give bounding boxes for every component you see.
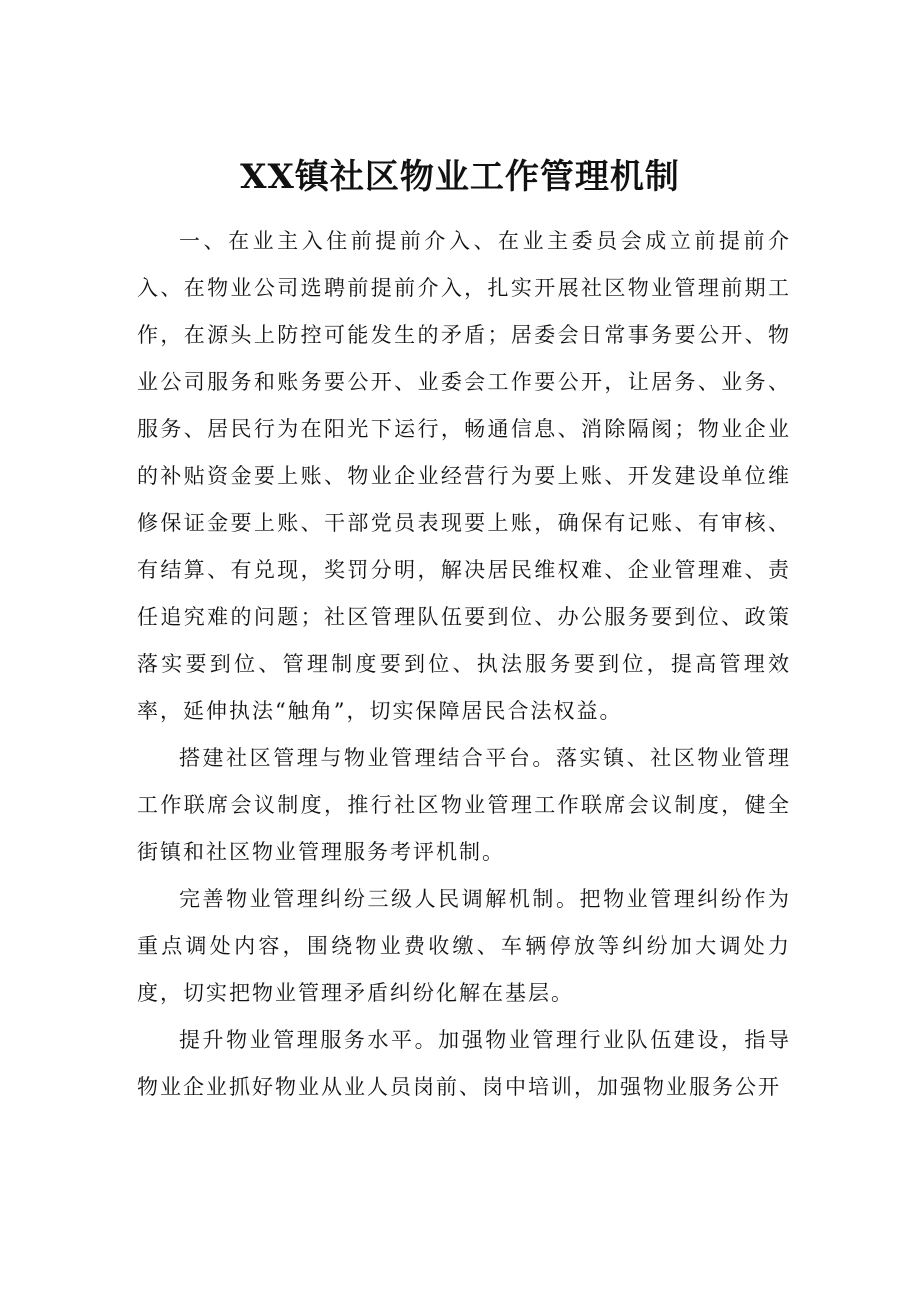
- paragraph-4: 提升物业管理服务水平。加强物业管理行业队伍建设，指导物业企业抓好物业从业人员岗前、岗中培训，加强物业服务公开: [137, 1028, 791, 1099]
- paragraph-1: 一、在业主入住前提前介入、在业主委员会成立前提前介入、在物业公司选聘前提前介入，扎实开展社区物业管理前期工作，在源头上防控可能发生的矛盾；居委会日常事务要公开、物业公司服务和账务要公开、业委会工作要公开，让居务、业务、服务、居民行为在阳光下运行，畅通信息、消除隔阂；物业企业的补贴资金要上账、物业企业经营行为要上账、开发建设单位维修保证金要上账、干部党员表现要上账，确保有记账、有审核、有结算、有兑现，奖罚分明，解决居民维权难、企业管理难、责任追究难的问题；社区管理队伍要到位、办公服务要到位、政策落实要到位、管理制度要到位、执法服务要到位，提高管理效率，延伸执法“触角”，切实保障居民合法权益。: [137, 229, 791, 723]
- paragraph-3: 完善物业管理纠纷三级人民调解机制。把物业管理纠纷作为重点调处内容，围绕物业费收缴、车辆停放等纠纷加大调处力度，切实把物业管理矛盾纠纷化解在基层。: [137, 887, 791, 1005]
- paragraph-2: 搭建社区管理与物业管理结合平台。落实镇、社区物业管理工作联席会议制度，推行社区物业管理工作联席会议制度，健全街镇和社区物业管理服务考评机制。: [137, 746, 791, 864]
- document-body: [137, 218, 791, 1111]
- document-title: XX镇社区物业工作管理机制: [240, 157, 680, 197]
